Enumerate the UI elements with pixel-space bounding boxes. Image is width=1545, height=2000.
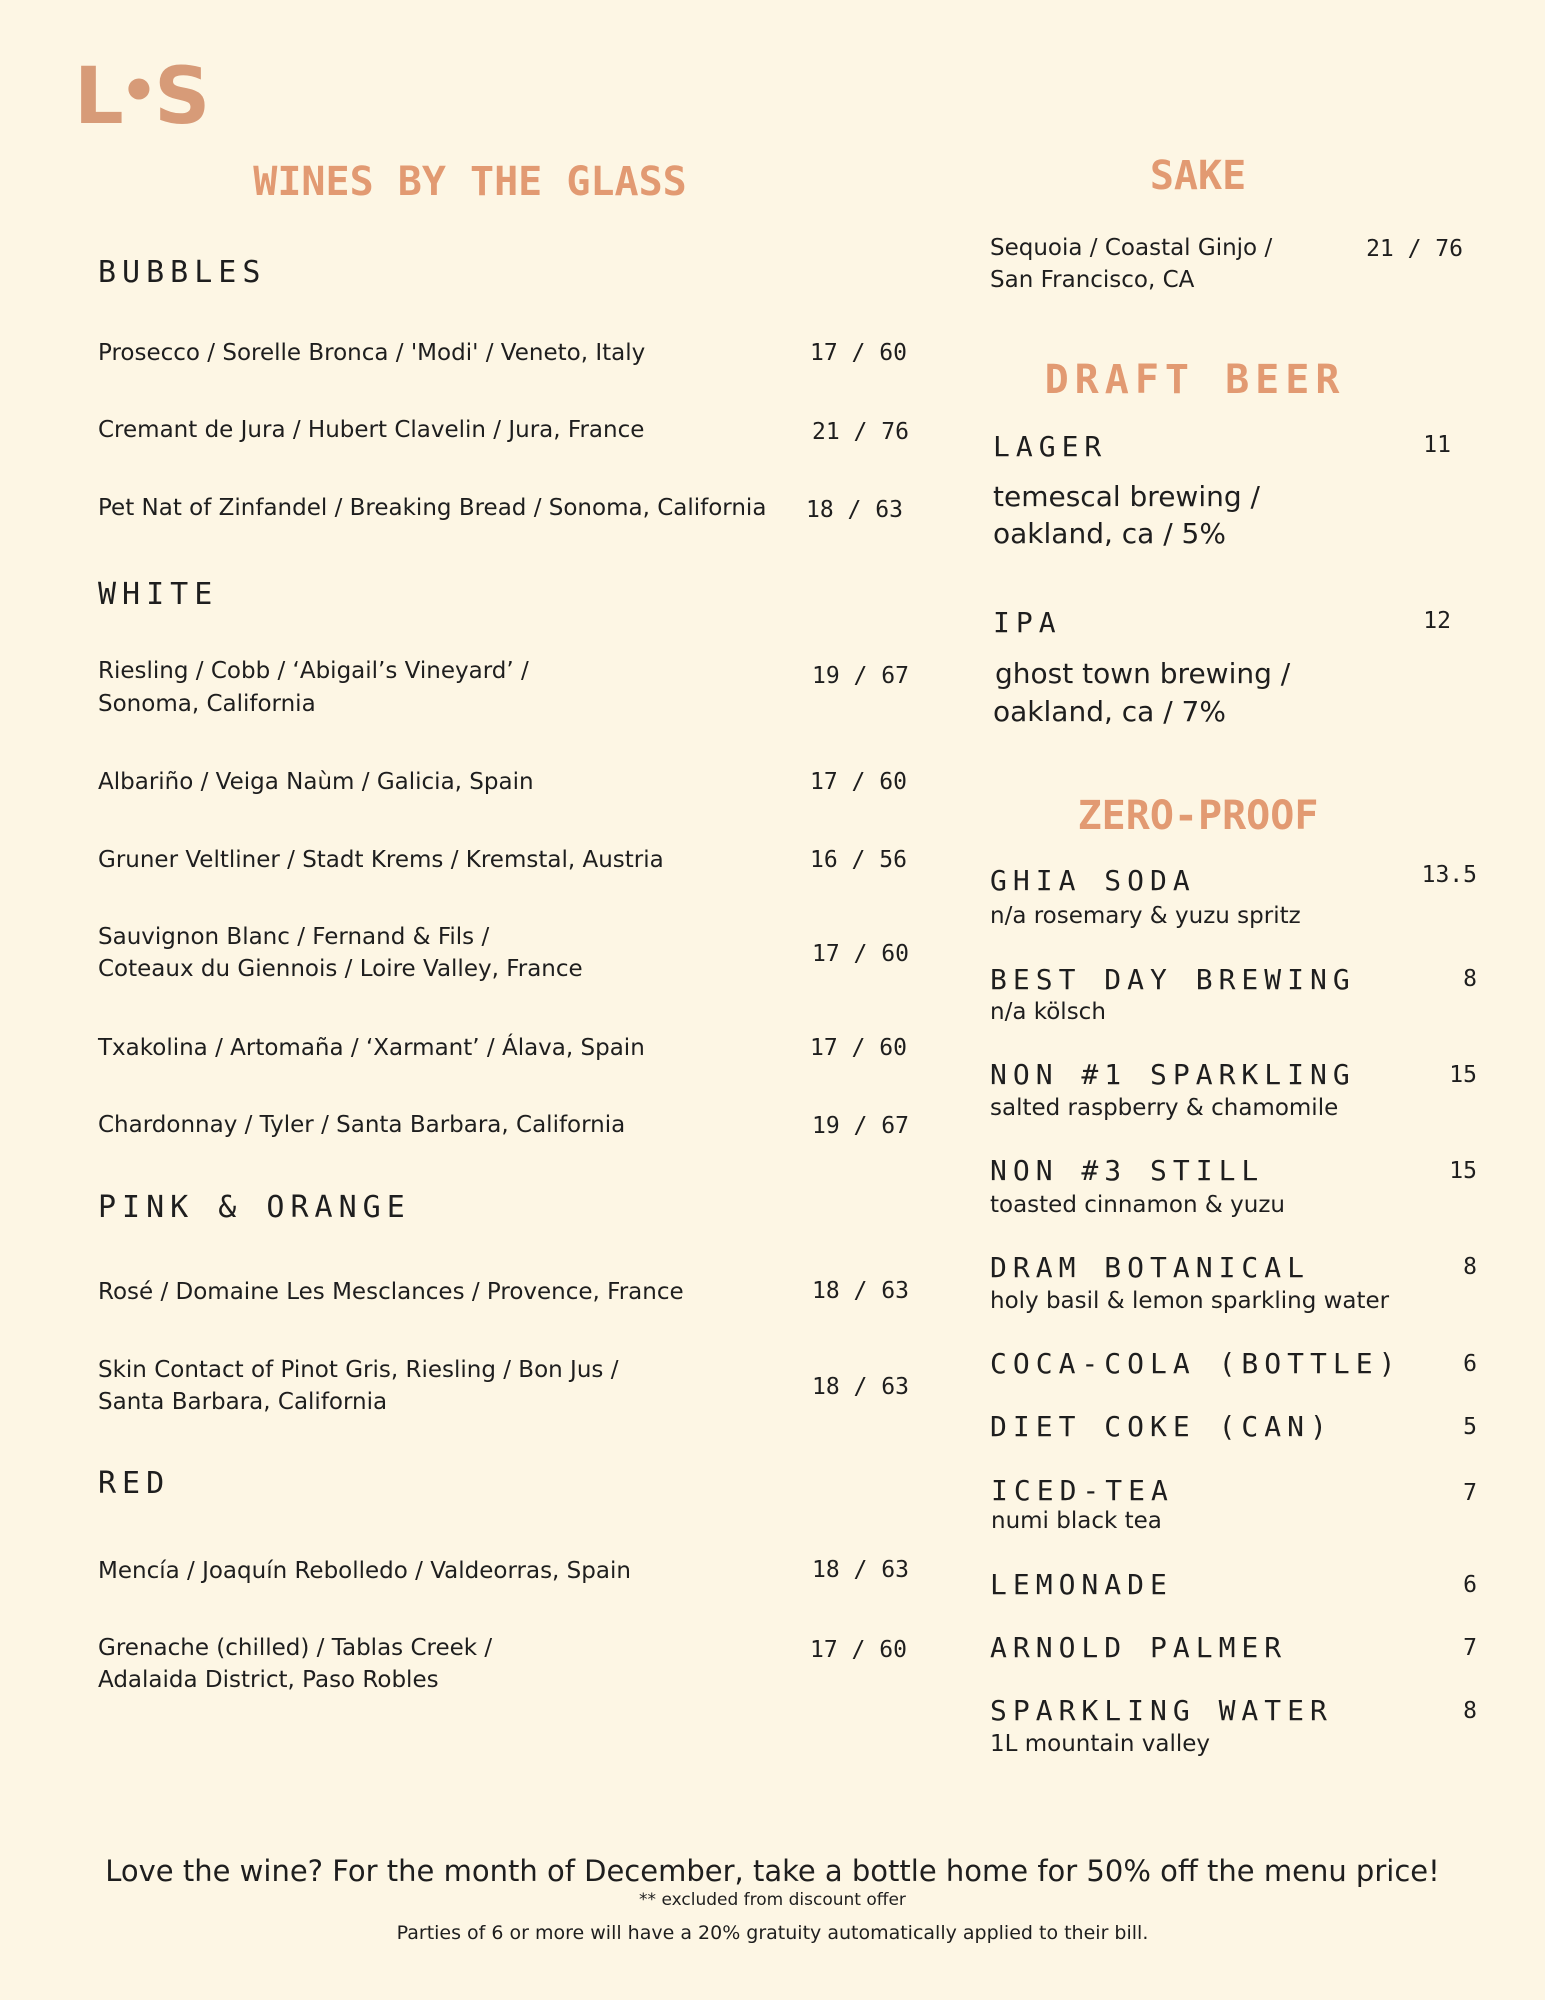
sake-title: SAKE — [1149, 153, 1247, 199]
zero-item-desc: numi black tea — [991, 1508, 1162, 1534]
zero-item-price: 13.5 — [1421, 862, 1477, 888]
promo-text: Love the wine? For the month of December, take a bottle home for 50% off the menu price! — [105, 1854, 1440, 1888]
wine-price: 21 / 76 — [812, 419, 909, 445]
wine-item: Chardonnay / Tyler / Santa Barbara, California — [98, 1112, 626, 1138]
wine-price: 16 / 56 — [810, 847, 907, 873]
wine-item: Grenache (chilled) / Tablas Creek / — [98, 1635, 493, 1661]
wine-item: Pet Nat of Zinfandel / Breaking Bread / Sonoma, California — [98, 495, 767, 521]
zero-item-price: 8 — [1463, 1254, 1477, 1280]
wine-item: Gruner Veltliner / Stadt Krems / Kremstal, Austria — [98, 847, 664, 873]
wine-price: 17 / 60 — [810, 769, 907, 795]
wine-item: Prosecco / Sorelle Bronca / 'Modi' / Veneto, Italy — [98, 340, 646, 366]
wine-item: Txakolina / Artomaña / ‘Xarmant’ / Álava, Spain — [98, 1035, 645, 1061]
wine-item: Riesling / Cobb / ‘Abigail’s Vineyard’ / — [98, 658, 529, 684]
wine-price: 17 / 60 — [810, 340, 907, 366]
zero-item-name: NON #1 SPARKLING — [990, 1058, 1356, 1091]
zero-item-desc: toasted cinnamon & yuzu — [990, 1192, 1285, 1218]
zero-item-desc: n/a kölsch — [990, 999, 1106, 1025]
zero-item-price: 15 — [1449, 1158, 1477, 1184]
zero-item-name: ARNOLD PALMER — [990, 1631, 1288, 1664]
zero-item-desc: holy basil & lemon sparkling water — [990, 1288, 1390, 1314]
wine-item-line2: Sonoma, California — [98, 691, 316, 717]
beer-name: LAGER — [993, 430, 1108, 463]
zero-item-desc: salted raspberry & chamomile — [990, 1095, 1339, 1121]
wines-title: WINES BY THE GLASS — [253, 159, 687, 205]
gratuity-note: Parties of 6 or more will have a 20% gratuity automatically applied to their bill. — [396, 1922, 1149, 1944]
zero-item-price: 6 — [1463, 1572, 1477, 1598]
zero-item-name: ICED-TEA — [991, 1474, 1174, 1507]
beer-desc: ghost town brewing / — [995, 657, 1291, 690]
zero-item-name: SPARKLING WATER — [990, 1694, 1333, 1727]
zero-item-price: 6 — [1463, 1351, 1477, 1377]
zero-item-name: NON #3 STILL — [990, 1154, 1265, 1187]
zero-item-name: GHIA SODA — [990, 864, 1196, 897]
sake-price: 21 / 76 — [1366, 236, 1463, 262]
wine-price: 18 / 63 — [806, 497, 903, 523]
zero-item-price: 7 — [1463, 1480, 1477, 1506]
wine-item-line2: Adalaida District, Paso Robles — [98, 1667, 439, 1693]
wine-price: 18 / 63 — [812, 1278, 909, 1304]
sake-item: Sequoia / Coastal Ginjo / — [990, 235, 1273, 261]
zero-proof-title: ZERO-PROOF — [1077, 793, 1319, 839]
wine-item: Sauvignon Blanc / Fernand & Fils / — [98, 924, 490, 950]
wine-price: 17 / 60 — [810, 1637, 907, 1663]
discount-note: ** excluded from discount offer — [639, 1890, 906, 1910]
zero-item-price: 15 — [1449, 1062, 1477, 1088]
wine-item: Albariño / Veiga Naùm / Galicia, Spain — [98, 769, 534, 795]
wine-item: Cremant de Jura / Hubert Clavelin / Jura, France — [98, 417, 645, 443]
wine-item: Mencía / Joaquín Rebolledo / Valdeorras, Spain — [98, 1558, 631, 1584]
logo-letter-s: S — [154, 52, 209, 142]
wine-price: 18 / 63 — [812, 1557, 909, 1583]
draft-beer-title: DRAFT BEER — [1044, 357, 1346, 403]
zero-item-price: 8 — [1463, 966, 1477, 992]
zero-item-name: DIET COKE (CAN) — [990, 1410, 1333, 1443]
beer-name: IPA — [993, 606, 1062, 639]
zero-item-name: DRAM BOTANICAL — [990, 1251, 1311, 1284]
section-pink-orange: PINK & ORANGE — [98, 1190, 411, 1225]
section-white: WHITE — [98, 577, 219, 612]
section-bubbles: BUBBLES — [98, 255, 267, 290]
beer-price: 12 — [1423, 608, 1451, 634]
zero-item-name: LEMONADE — [990, 1568, 1173, 1601]
wine-price: 17 / 60 — [810, 1035, 907, 1061]
wine-item-line2: Coteaux du Giennois / Loire Valley, France — [98, 956, 583, 982]
zero-item-price: 7 — [1463, 1635, 1477, 1661]
section-red: RED — [98, 1466, 171, 1501]
beer-desc-line2: oakland, ca / 7% — [993, 695, 1226, 728]
wine-item-line2: Santa Barbara, California — [98, 1389, 388, 1415]
logo-dot: • — [119, 56, 157, 126]
beer-price: 11 — [1423, 432, 1451, 458]
logo — [74, 52, 209, 142]
logo-letter-l: L — [74, 52, 122, 142]
zero-item-name: BEST DAY BREWING — [990, 963, 1356, 996]
zero-item-desc: 1L mountain valley — [990, 1731, 1211, 1757]
zero-item-price: 8 — [1463, 1698, 1477, 1724]
zero-item-desc: n/a rosemary & yuzu spritz — [990, 903, 1301, 929]
beer-desc: temescal brewing / — [993, 480, 1260, 513]
wine-price: 19 / 67 — [812, 1113, 909, 1139]
wine-item: Skin Contact of Pinot Gris, Riesling / Bon Jus / — [98, 1357, 619, 1383]
zero-item-price: 5 — [1463, 1414, 1477, 1440]
zero-item-name: COCA-COLA (BOTTLE) — [990, 1347, 1402, 1380]
beer-desc-line2: oakland, ca / 5% — [993, 517, 1226, 550]
wine-price: 19 / 67 — [812, 663, 909, 689]
wine-price: 17 / 60 — [812, 941, 909, 967]
wine-price: 18 / 63 — [812, 1374, 909, 1400]
wine-item: Rosé / Domaine Les Mesclances / Provence, France — [98, 1279, 684, 1305]
sake-item-line2: San Francisco, CA — [990, 267, 1195, 293]
